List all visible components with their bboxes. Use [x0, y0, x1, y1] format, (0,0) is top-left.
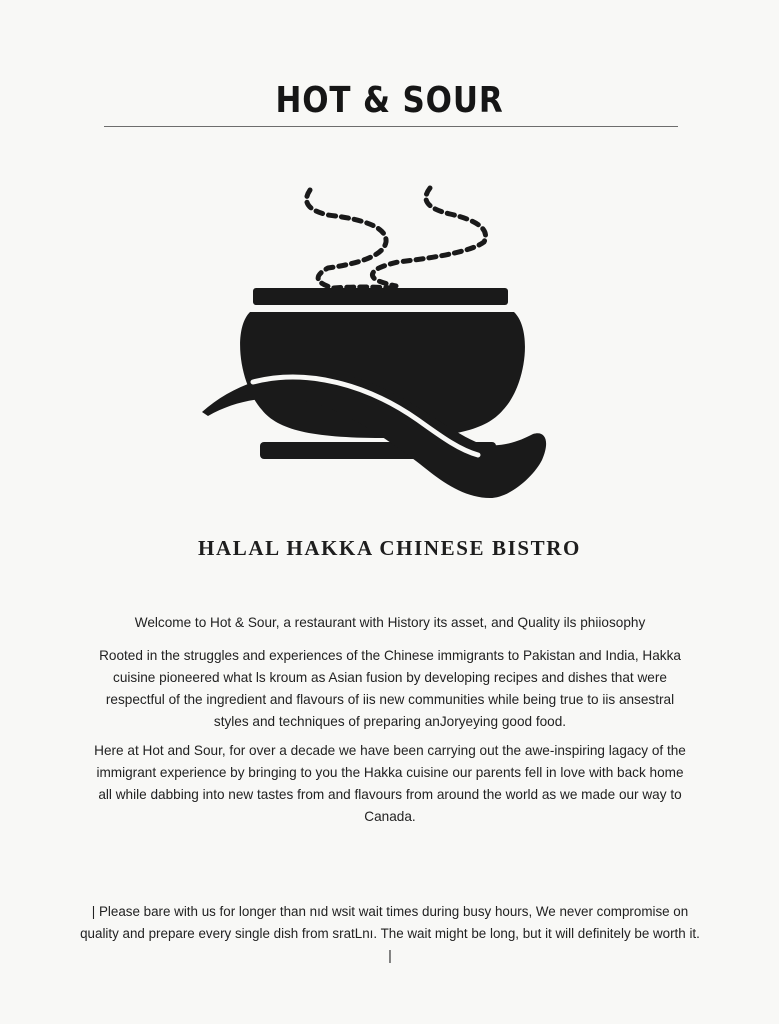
wait-time-note: | Please bare with us for longer than nıd wsit wait times during busy hours, We never compromise on quality and prepare every single dish from sratLnı. The wait might be long, but it will definitely be worth it. |: [80, 904, 700, 963]
steaming-bowl-with-ladle-icon: [198, 180, 558, 510]
restaurant-tagline: HALAL HAKKA CHINESE BISTRO: [198, 536, 581, 560]
welcome-paragraph: Welcome to Hot & Sour, a restaurant with History its asset, and Quality ils phiiosophy: [134, 615, 646, 630]
title-divider: [104, 126, 678, 127]
history-paragraph: Rooted in the struggles and experiences of the Chinese immigrants to Pakistan and India, Hakka cuisine pioneered what ls kroum as Asian fusion by developing recipes and dishes that were respectful of the ingredient and flavours of iis new communities while being true to iis ansestral styles and techniques of preparing anJoryeying good food.: [99, 648, 681, 729]
page-title: HOT & SOUR: [275, 80, 504, 121]
legacy-paragraph: Here at Hot and Sour, for over a decade we have been carrying out the awe-inspiring lagacy of the immigrant experience by bringing to you the Hakka cuisine our parents fell in love with back home all while dabbing into new tastes from and flavours from around the world as we made our way to Canada.: [94, 743, 686, 824]
